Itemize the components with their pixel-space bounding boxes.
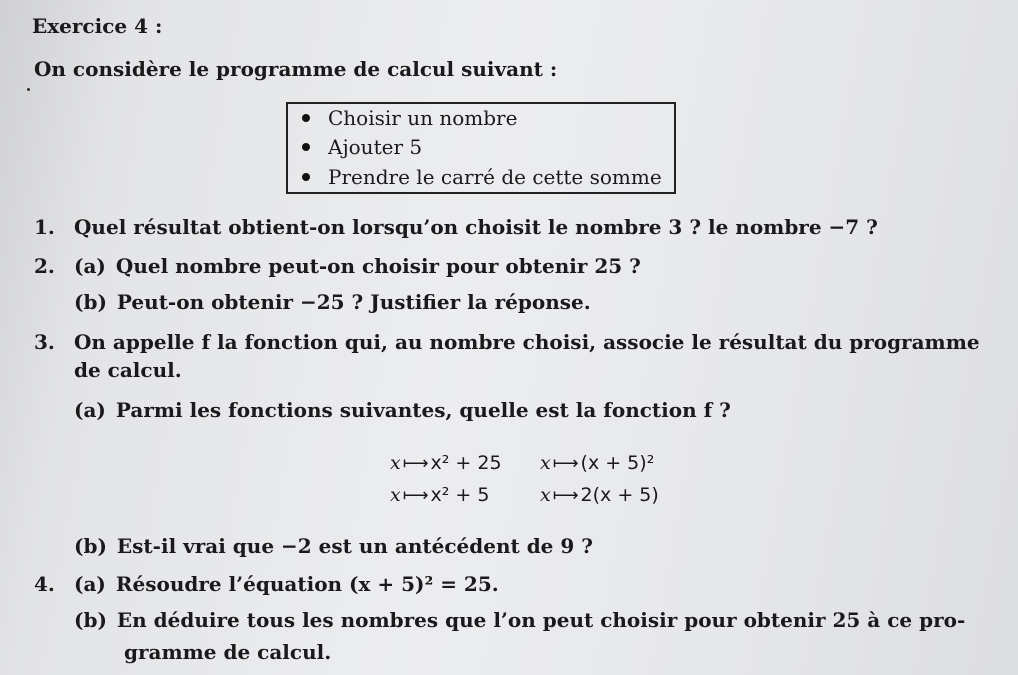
exercise-title: Exercice 4 : — [32, 14, 163, 38]
question-3a: (a) Parmi les fonctions suivantes, quelle est la fonction f ? — [74, 398, 731, 422]
intro-text: On considère le programme de calcul suivant : — [34, 57, 558, 81]
program-step: Prendre le carré de cette somme — [302, 165, 662, 189]
question-4a: 4. (a) Résoudre l’équation (x + 5)² = 25. — [34, 572, 499, 596]
question-1: 1. Quel résultat obtient-on lorsqu’on choisit le nombre 3 ? le nombre −7 ? — [34, 215, 878, 239]
maps-to-icon: ⟼ — [402, 485, 429, 506]
stray-dot — [27, 88, 30, 91]
program-box — [286, 102, 676, 194]
bullet-icon — [302, 114, 310, 122]
function-option-3: x ⟼ x² + 5 — [390, 484, 490, 506]
question-3: 3. On appelle f la fonction qui, au nombre choisi, associe le résultat du programme — [34, 330, 980, 354]
program-step: Ajouter 5 — [302, 135, 422, 159]
question-3b: (b) Est-il vrai que −2 est un antécédent de 9 ? — [74, 534, 593, 558]
function-option-2: x ⟼ (x + 5)² — [540, 452, 655, 474]
maps-to-icon: ⟼ — [552, 485, 579, 506]
program-step: Choisir un nombre — [302, 106, 517, 130]
question-4b: (b) En déduire tous les nombres que l’on peut choisir pour obtenir 25 à ce pro- — [74, 608, 966, 632]
function-option-1: x ⟼ x² + 25 — [390, 452, 502, 474]
question-2a: 2. (a) Quel nombre peut-on choisir pour obtenir 25 ? — [34, 254, 641, 278]
question-4b-cont: gramme de calcul. — [124, 640, 332, 664]
maps-to-icon: ⟼ — [402, 453, 429, 474]
maps-to-icon: ⟼ — [552, 453, 579, 474]
question-3-cont: de calcul. — [74, 358, 182, 382]
function-option-4: x ⟼ 2(x + 5) — [540, 484, 659, 506]
bullet-icon — [302, 143, 310, 151]
question-2b: (b) Peut-on obtenir −25 ? Justifier la réponse. — [74, 290, 591, 314]
bullet-icon — [302, 173, 310, 181]
